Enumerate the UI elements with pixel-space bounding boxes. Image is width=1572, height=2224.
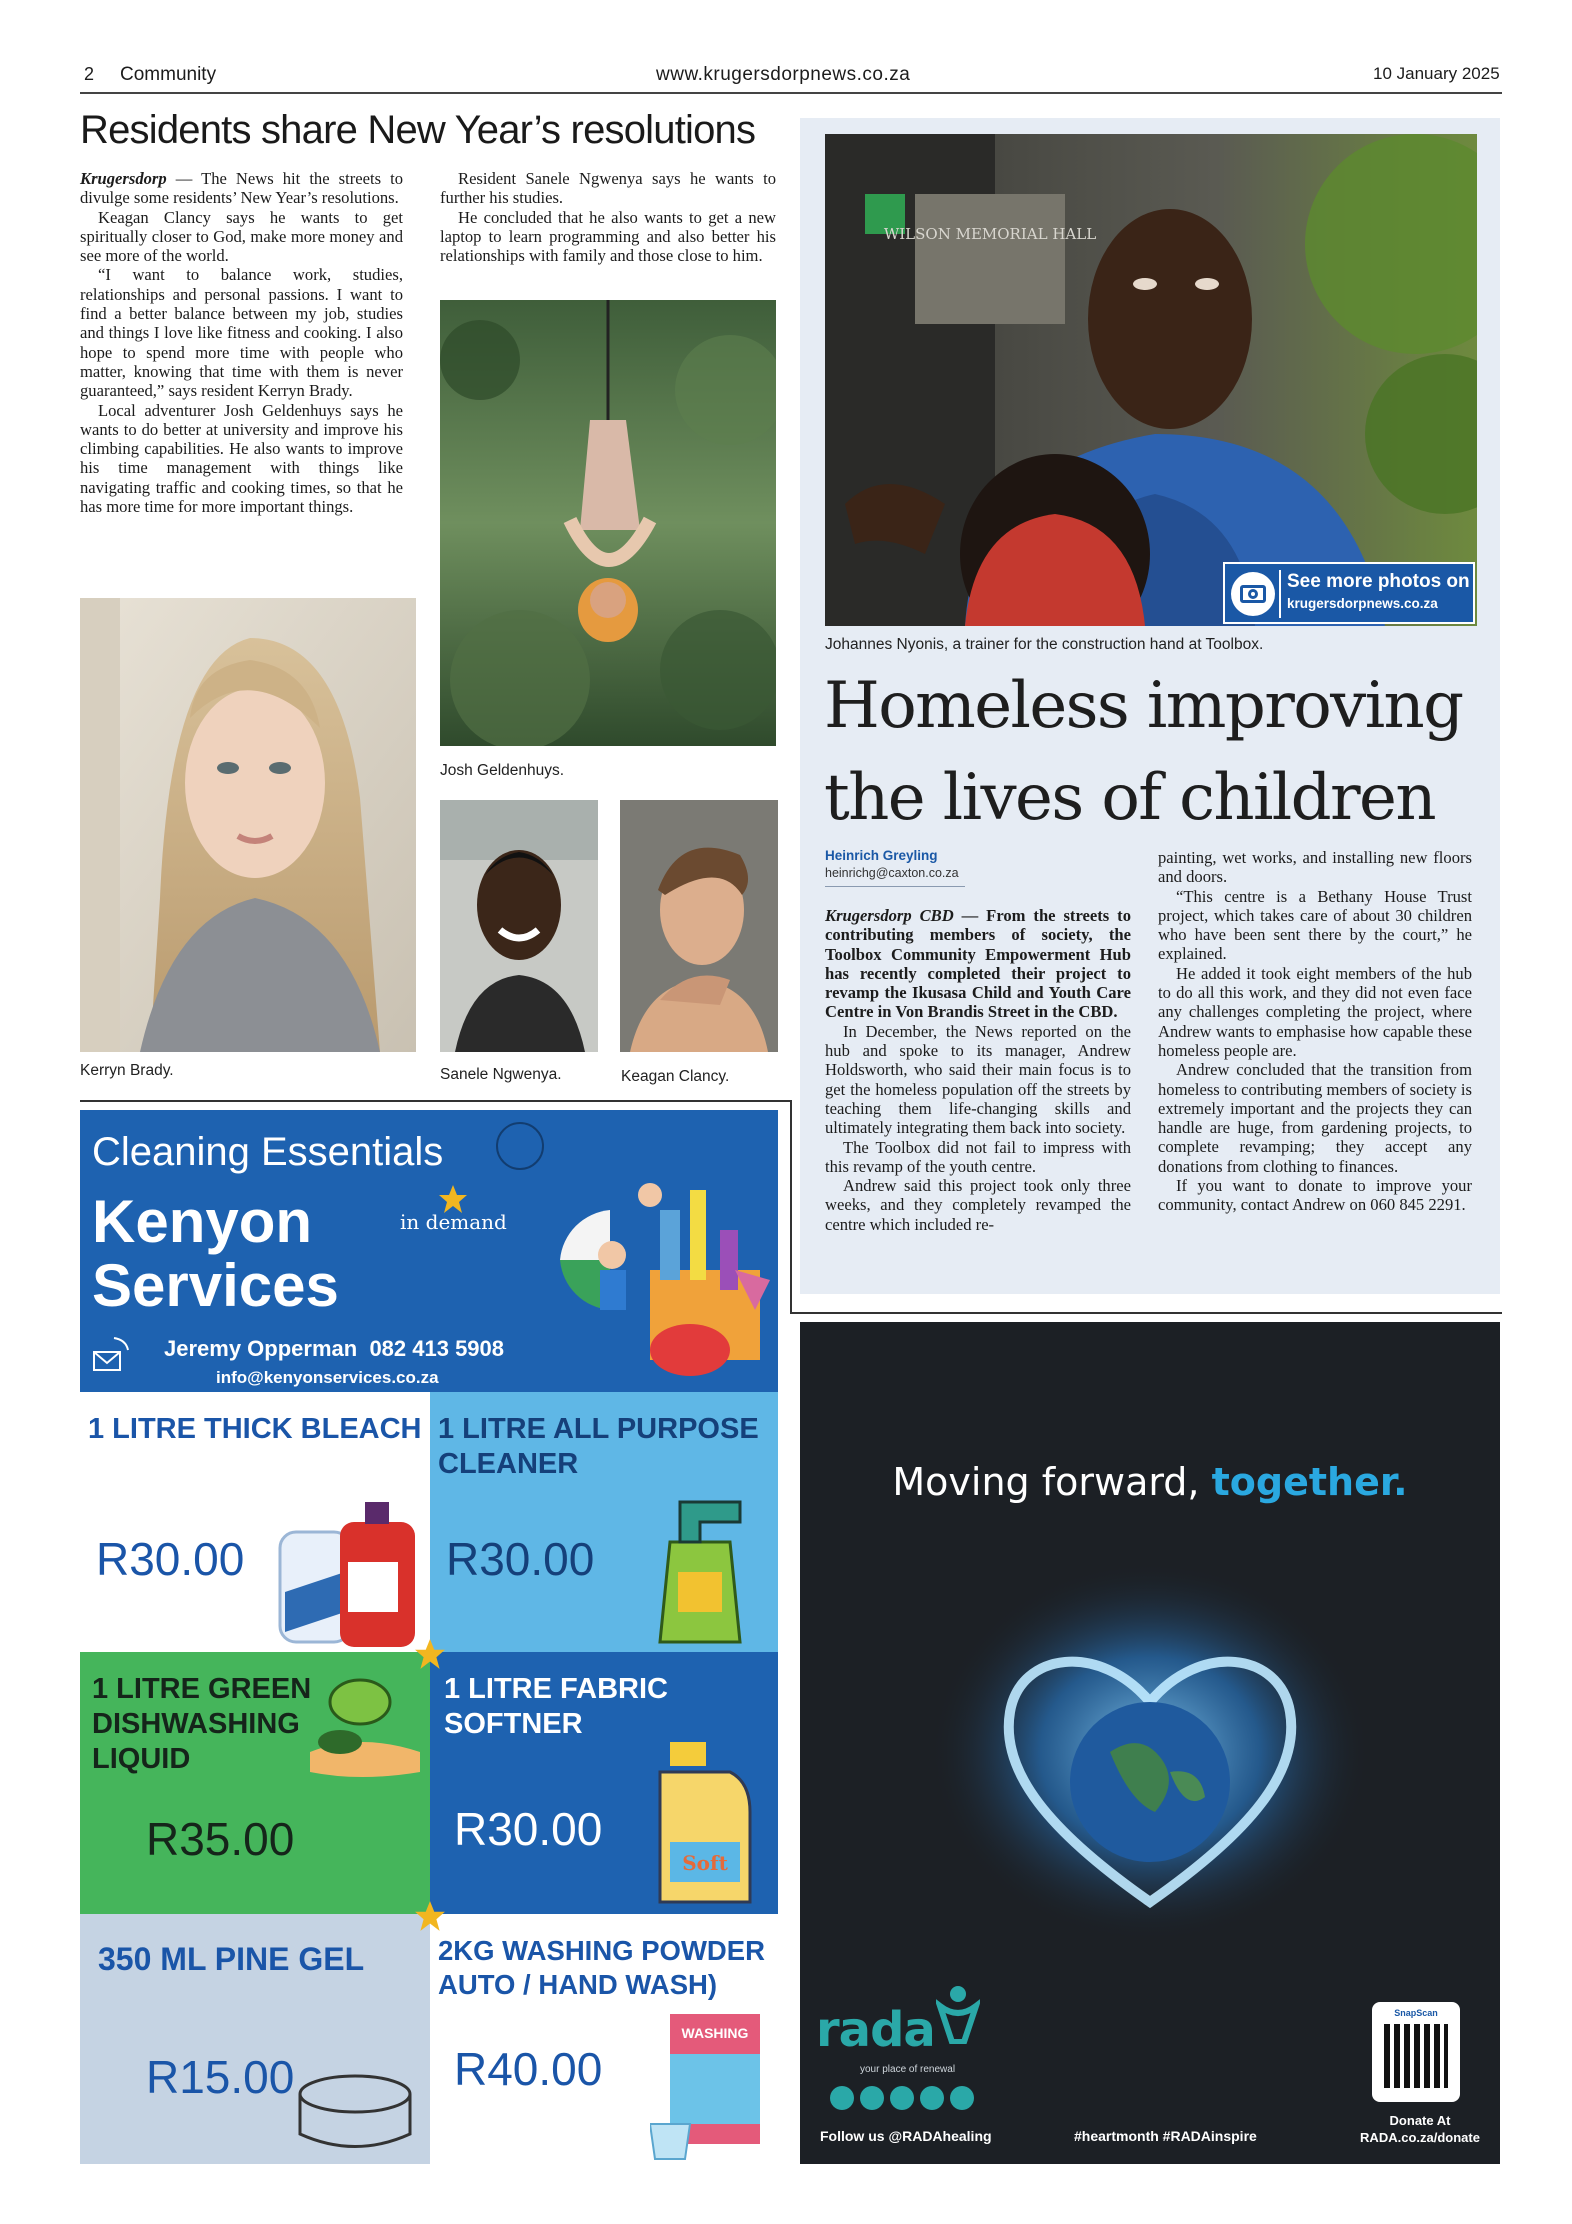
more-photos-badge[interactable] — [1223, 562, 1475, 624]
resolutions-column-1: Krugersdorp — The News hit the streets to divulge some residents’ New Year’s resolutions. Keagan Clancy says he wants to get spiritually closer to God, make more money and see more of the world. “I want to balance work, studies, relationships and personal passions. I want to find a better balance between my job, studies and things I love like fitness and cooking. I also hope to spend more time with people who matter, knowing that time with them is never guaranteed,” says resident Kerryn Brady. Local adventurer Josh Geldenhuys says he wants to do better at university and improve his climbing capabilities. He also wants to improve his time management with things like navigating traffic and cooking times, so that he has more time for more important things. — [80, 169, 403, 517]
cleaning-supplies-illustration — [540, 1170, 770, 1390]
resolutions-headline: Residents share New Year’s resolutions — [80, 108, 756, 152]
qr-code-icon — [1384, 2024, 1448, 2088]
product-price: R30.00 — [446, 1533, 595, 1585]
kenyon-tagline: Cleaning Essentials — [92, 1130, 444, 1174]
caption-keagan: Keagan Clancy. — [621, 1068, 730, 1085]
paragraph: The Toolbox did not fail to impress with this revamp of the youth centre. — [825, 1137, 1131, 1176]
rada-donate[interactable]: Donate At RADA.co.za/donate — [1360, 2113, 1480, 2145]
gel-jar-icon — [290, 2064, 420, 2164]
section-divider — [80, 1100, 790, 1102]
homeless-headline: Homeless improving the lives of children — [824, 669, 1463, 835]
photo-johannes-nyonis — [825, 134, 1477, 626]
kenyon-name: Kenyon Services — [92, 1188, 339, 1319]
product-name: 1 LITRE THICK BLEACH — [88, 1413, 422, 1445]
caption-sanele: Sanele Ngwenya. — [440, 1066, 562, 1083]
section-divider — [790, 1100, 792, 1312]
photo-keagan-clancy — [620, 800, 778, 1052]
social-icons — [830, 2086, 980, 2112]
caption-kerryn: Kerryn Brady. — [80, 1062, 174, 1079]
paragraph: Keagan Clancy says he wants to get spiritually closer to God, make more money and see more of the world. — [80, 207, 403, 266]
paragraph: He added it took eight members of the hub to do all this work, and they did not even face any challenges completing the project, where Andrew wants to emphasise how capable these homeless people are. — [1158, 963, 1472, 1060]
product-name: 2KG WASHING POWDER AUTO / HAND WASH) — [438, 1935, 765, 2000]
badge-title: See more photos on — [1287, 571, 1470, 592]
dish-soap-icon — [300, 1662, 430, 1792]
phone-mail-icon — [92, 1336, 130, 1372]
bleach-bottle-icon — [270, 1492, 430, 1652]
homeless-column-2 — [1158, 848, 1472, 1215]
washing-powder-box-icon — [650, 2014, 770, 2164]
facebook-icon[interactable] — [830, 2086, 854, 2110]
sign-text: WILSON MEMORIAL HALL — [883, 225, 1097, 243]
bottle-label: Soft — [682, 1851, 728, 1875]
header-rule — [80, 92, 1502, 94]
section-label: Community — [120, 64, 217, 85]
product-price: R30.00 — [96, 1533, 245, 1585]
rada-figure-icon — [936, 1984, 980, 2044]
paragraph: painting, wet works, and installing new floors and doors. — [1158, 848, 1472, 887]
paragraph: Local adventurer Josh Geldenhuys says he wants to do better at university and improve his climbing capabilities. He also wants to improve his time management with things like navigating traffic and cooking times, so that he has more time for more important things. — [80, 400, 403, 517]
section-divider — [790, 1312, 1502, 1314]
caption-josh: Josh Geldenhuys. — [440, 762, 565, 779]
byline-email[interactable]: heinrichg@caxton.co.za — [825, 866, 959, 880]
paragraph: “I want to balance work, studies, relationships and personal passions. I want to find a better balance between my job, studies and things I love like fitness and cooking. I also hope to spend more time with people who matter, knowing that time with them is never guaranteed,” says resident Kerryn Brady. — [80, 265, 403, 401]
spray-bottle-icon — [640, 1492, 760, 1652]
product-name: 1 LITRE ALL PURPOSE CLEANER — [438, 1413, 759, 1480]
photo-caption: Johannes Nyonis, a trainer for the construction hand at Toolbox. — [825, 636, 1264, 653]
earth-heart-illustration — [920, 1542, 1380, 1962]
rada-ad[interactable] — [800, 1322, 1500, 2164]
homeless-column-1: Krugersdorp CBD — From the streets to contributing members of society, the Toolbox Community Empowerment Hub has recently completed their project to revamp the Ikusasa Child and Youth Care Centre in Von Brandis Street in the CBD. In December, the News reported on the hub and spoke to its manager, Andrew Holdsworth, who said their main focus is to get the homeless population off the streets by teaching them life-changing skills and ultimately integrating them back into society. The Toolbox did not fail to impress with this revamp of the youth centre. Andrew said this project took only three weeks, and they completely revamped the centre which included re- — [825, 906, 1131, 1234]
product-price: R35.00 — [146, 1813, 295, 1865]
paragraph: Andrew said this project took only three weeks, and they completely revamped the centre which included re- — [825, 1176, 1131, 1234]
paragraph: Andrew concluded that the transition from homeless to contributing members of society is extremely important and the projects they can handle are huge, from gardening projects, to complete revamping; they accept any donations from clothing to finances. — [1158, 1060, 1472, 1176]
product-name: 350 ML PINE GEL — [98, 1941, 365, 1977]
product-tile — [80, 1392, 430, 1652]
product-name: 1 LITRE FABRIC SOFTNER — [444, 1673, 668, 1740]
snapscan-qr[interactable] — [1372, 2002, 1460, 2102]
photo-josh-geldenhuys — [440, 300, 776, 746]
resolutions-column-2 — [440, 169, 776, 265]
tiktok-icon[interactable] — [950, 2086, 974, 2110]
rada-logo: rada — [816, 2002, 935, 2058]
product-tile — [80, 1914, 430, 2164]
paragraph: In December, the News reported on the hub and spoke to its manager, Andrew Holdsworth, who said their main focus is to get the homeless population off the streets by teaching them life-changing skills and ultimately integrating them back into society. — [825, 1021, 1131, 1138]
leaf-logo-icon — [496, 1122, 544, 1170]
rada-hashtags: #heartmonth #RADAinspire — [1074, 2128, 1257, 2144]
byline-name: Heinrich Greyling — [825, 848, 938, 863]
product-price: R40.00 — [454, 2043, 603, 2095]
photo-sanele-ngwenya — [440, 800, 598, 1052]
in-demand-badge: in demand — [400, 1210, 507, 1234]
camera-icon — [1231, 572, 1275, 616]
box-label: WASHING — [681, 2025, 749, 2041]
page-number: 2 — [84, 64, 95, 84]
product-tile — [80, 1652, 430, 1914]
badge-url: krugersdorpnews.co.za — [1287, 596, 1438, 611]
x-icon[interactable] — [890, 2086, 914, 2110]
product-tile — [430, 1392, 778, 1652]
product-tile — [430, 1652, 778, 1914]
youtube-icon[interactable] — [920, 2086, 944, 2110]
snapscan-label: SnapScan — [1394, 2008, 1438, 2018]
product-name: 1 LITRE GREEN DISHWASHING LIQUID — [92, 1673, 312, 1775]
rada-follow: Follow us @RADAhealing — [820, 2128, 992, 2144]
paragraph: Resident Sanele Ngwenya says he wants to further his studies. — [440, 169, 776, 208]
photo-kerryn-brady — [80, 598, 416, 1052]
paragraph: If you want to donate to improve your community, contact Andrew on 060 845 2291. — [1158, 1176, 1472, 1215]
paragraph: He concluded that he also wants to get a new laptop to learn programming and also better his relationships with family and those close to him. — [440, 207, 776, 266]
kenyon-services-ad[interactable] — [80, 1110, 778, 2164]
product-price: R30.00 — [454, 1803, 603, 1855]
kenyon-header — [80, 1110, 778, 1392]
product-tile — [430, 1914, 778, 2164]
instagram-icon[interactable] — [860, 2086, 884, 2110]
paragraph: “This centre is a Bethany House Trust project, which takes care of about 30 children who have been sent there by the court,” he explained. — [1158, 886, 1472, 964]
product-price: R15.00 — [146, 2051, 295, 2103]
website-link[interactable]: www.krugersdorpnews.co.za — [656, 64, 911, 85]
dateline: Krugersdorp — [80, 169, 167, 188]
page-date: 10 January 2025 — [1373, 64, 1500, 83]
byline-rule — [825, 886, 965, 887]
softener-bottle-icon — [650, 1742, 760, 1912]
dateline: Krugersdorp CBD — [825, 906, 954, 925]
rada-tagline: your place of renewal — [860, 2064, 956, 2075]
rada-headline: Moving forward, together. — [892, 1460, 1408, 1504]
kenyon-email[interactable]: info@kenyonservices.co.za — [216, 1368, 439, 1387]
star-icon — [414, 1638, 446, 1670]
kenyon-contact: Jeremy Opperman 082 413 5908 — [164, 1336, 505, 1361]
star-icon — [414, 1900, 446, 1932]
